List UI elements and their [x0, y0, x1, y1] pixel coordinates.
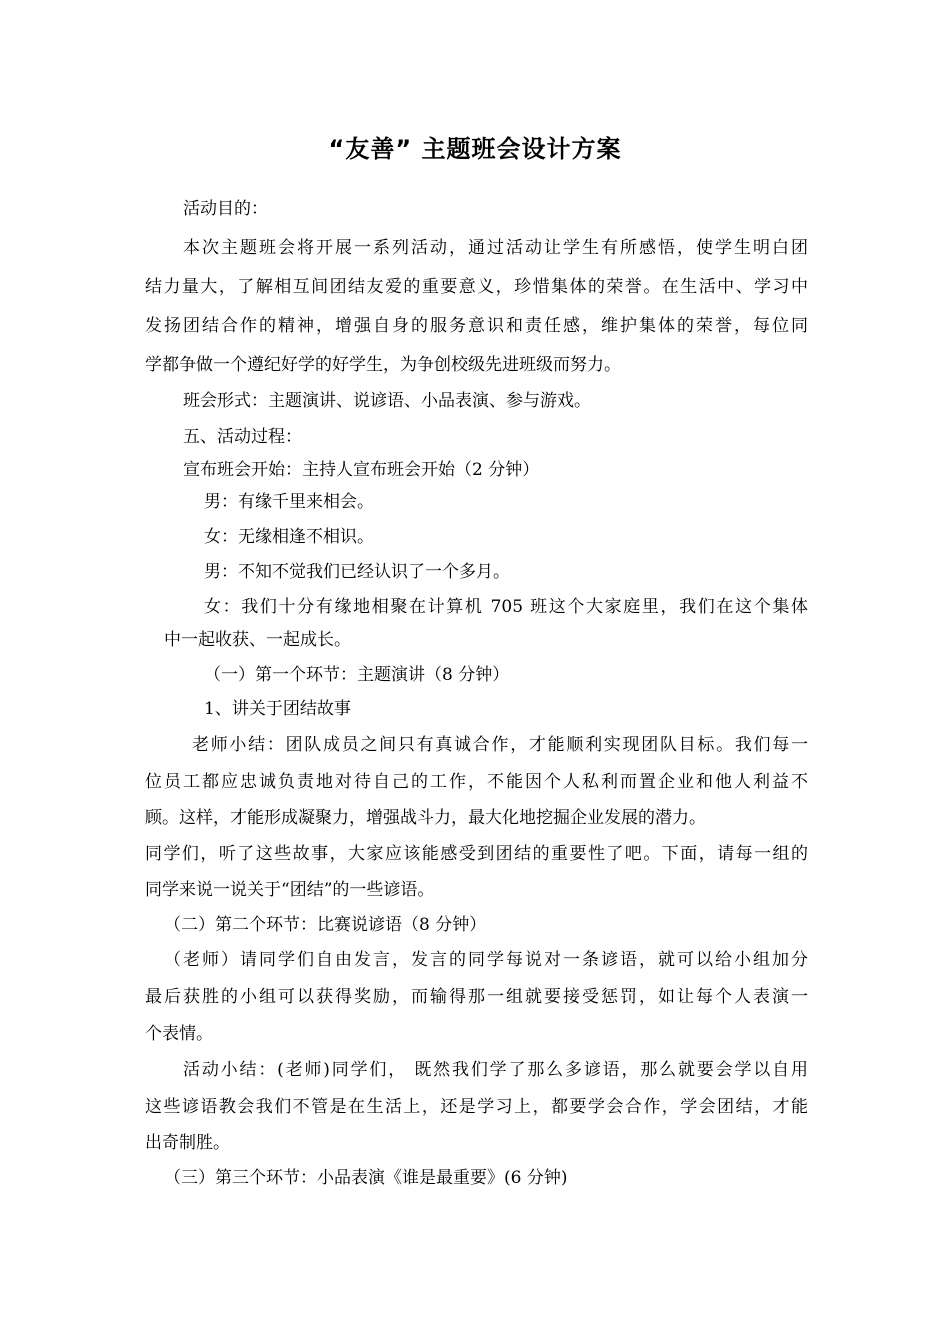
paragraph-line: 位员工都应忠诚负责地对待自己的工作，不能因个人私利而置企业和他人利益不 [145, 772, 808, 792]
paragraph-line: 个表情。 [145, 1024, 213, 1044]
paragraph-line: 男：不知不觉我们已经认识了一个多月。 [204, 562, 510, 582]
paragraph-line: （老师）请同学们自由发言，发言的同学每说对一条谚语，就可以给小组加分 [164, 950, 808, 970]
paragraph-line: 本次主题班会将开展一系列活动，通过活动让学生有所感悟，使学生明白团 [183, 238, 808, 258]
paragraph-line: 五、活动过程： [183, 427, 302, 447]
paragraph-line: 顾。这样，才能形成凝聚力，增强战斗力，最大化地挖掘企业发展的潜力。 [145, 808, 706, 828]
paragraph-line: 女：我们十分有缘地相聚在计算机 705 班这个大家庭里，我们在这个集体 [204, 597, 808, 617]
section-heading: （三）第三个环节：小品表演《谁是最重要》(6 分钟) [164, 1168, 568, 1188]
section-heading: （一）第一个环节：主题演讲（8 分钟） [204, 665, 510, 685]
paragraph-line: 这些谚语教会我们不管是在生活上，还是学习上，都要学会合作，学会团结，才能 [145, 1097, 808, 1117]
paragraph-line: 发扬团结合作的精神，增强自身的服务意识和责任感，维护集体的荣誉，每位同 [145, 316, 808, 336]
paragraph-line: 最后获胜的小组可以获得奖励，而输得那一组就要接受惩罚，如让每个人表演一 [145, 987, 808, 1007]
paragraph-line: 女：无缘相逢不相识。 [204, 527, 374, 547]
document-title: “友善” 主题班会设计方案 [328, 135, 622, 163]
paragraph-line: 1、讲关于团结故事 [204, 699, 351, 719]
paragraph-line: 宣布班会开始：主持人宣布班会开始（2 分钟） [183, 460, 540, 480]
paragraph-line: 老师小结：团队成员之间只有真诚合作，才能顺利实现团队目标。我们每一 [192, 735, 808, 755]
paragraph-line: 班会形式：主题演讲、说谚语、小品表演、参与游戏。 [183, 391, 591, 411]
paragraph-line: 中一起收获、一起成长。 [164, 630, 351, 650]
paragraph-line: 结力量大，了解相互间团结友爱的重要意义，珍惜集体的荣誉。在生活中、学习中 [145, 277, 808, 297]
paragraph-line: 学都争做一个遵纪好学的好学生，为争创校级先进班级而努力。 [145, 355, 621, 375]
paragraph-line: 男：有缘千里来相会。 [204, 492, 374, 512]
paragraph-line: 出奇制胜。 [145, 1133, 230, 1153]
section-heading: （二）第二个环节：比赛说谚语（8 分钟） [164, 915, 487, 935]
paragraph-line: 同学们，听了这些故事，大家应该能感受到团结的重要性了吧。下面，请每一组的 [145, 844, 808, 864]
paragraph-line: 同学来说一说关于“团结”的一些谚语。 [145, 880, 435, 900]
paragraph-line: 活动小结：(老师)同学们， 既然我们学了那么多谚语，那么就要会学以自用 [183, 1060, 808, 1080]
paragraph-line: 活动目的： [183, 199, 268, 219]
